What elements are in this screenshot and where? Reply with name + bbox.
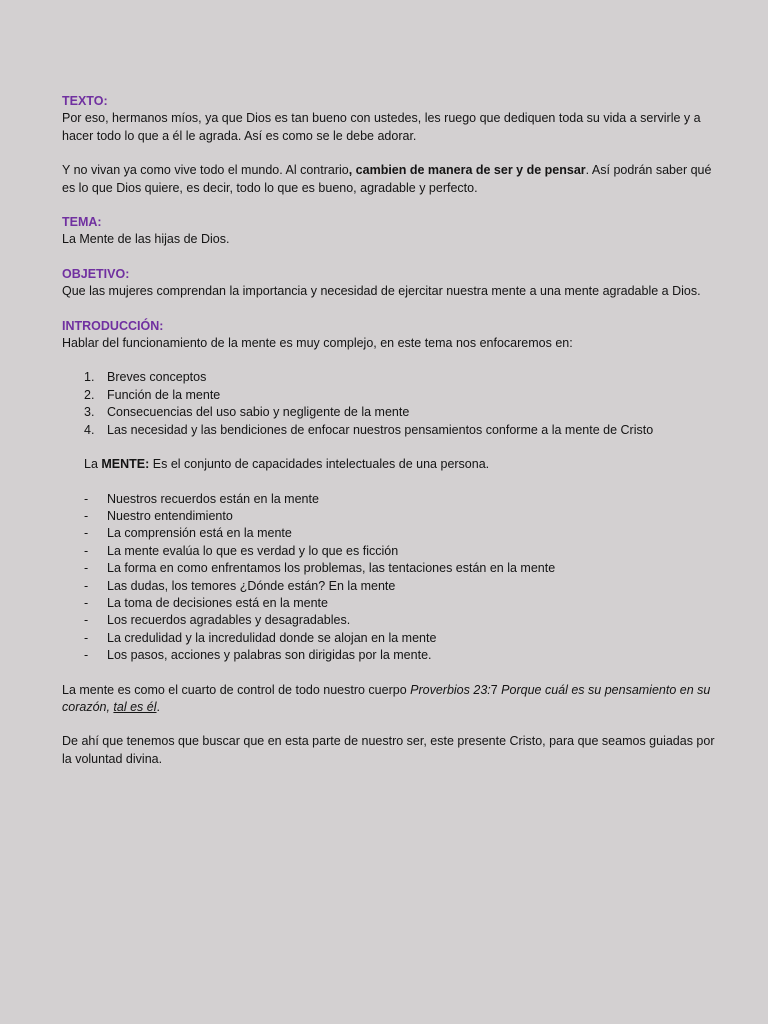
list-item-text: Breves conceptos	[107, 370, 207, 385]
dash-bullet: -	[84, 491, 89, 506]
texto-p2-start: Y no vivan ya como vive todo el mundo. Al contrario	[62, 163, 349, 178]
tema-heading: TEMA:	[62, 215, 102, 230]
list-item	[62, 595, 724, 612]
texto-p2-end: . Así podrán saber qué es lo que Dios quiere, es decir, todo lo que es bueno, agradable y perfecto.	[62, 163, 712, 195]
list-item-text: Nuestros recuerdos están en la mente	[107, 491, 319, 506]
cierre-paragraph-2: De ahí que tenemos que buscar que en esta parte de nuestro ser, este presente Cristo, para que seamos guiadas por la voluntad divina.	[62, 734, 715, 766]
introduccion-list	[62, 369, 724, 439]
list-item	[62, 612, 724, 629]
texto-heading: TEXTO:	[62, 94, 108, 108]
list-item	[62, 560, 724, 577]
list-item	[62, 508, 724, 525]
list-item-text: La mente evalúa lo que es verdad y lo que es ficción	[107, 543, 399, 558]
list-item-text: Las dudas, los temores ¿Dónde están? En la mente	[107, 578, 396, 593]
list-item	[62, 491, 724, 508]
list-item-text: La forma en como enfrentamos los problemas, las tentaciones están en la mente	[107, 561, 556, 576]
dash-bullet: -	[84, 508, 89, 523]
mente-post: Es el conjunto de capacidades intelectuales de una persona.	[149, 457, 490, 472]
list-number: 3.	[84, 405, 95, 420]
list-item-text: La comprensión está en la mente	[107, 526, 292, 541]
mente-pre: La	[84, 457, 102, 472]
cierre-p1-start: La mente es como el cuarto de control de todo nuestro cuerpo	[62, 682, 411, 697]
tema-text: La Mente de las hijas de Dios.	[62, 232, 230, 247]
cierre-p1-end: .	[156, 699, 160, 714]
list-item-text: Nuestro entendimiento	[107, 508, 233, 523]
cierre-p1-ref-num: 7	[490, 682, 498, 697]
objetivo-text: Que las mujeres comprendan la importancia y necesidad de ejercitar nuestra mente a una mente agradable a Dios.	[62, 284, 701, 299]
list-item-text: La credulidad y la incredulidad donde se alojan en la mente	[107, 630, 437, 645]
list-number: 2.	[84, 387, 95, 402]
list-item	[62, 647, 724, 664]
list-item	[62, 543, 724, 560]
introduccion-text: Hablar del funcionamiento de la mente es muy complejo, en este tema nos enfocaremos en:	[62, 336, 573, 351]
introduccion-heading: INTRODUCCIÓN:	[62, 318, 164, 333]
dash-bullet: -	[84, 543, 89, 558]
list-item-text: Las necesidad y las bendiciones de enfocar nuestros pensamientos conforme a la mente de Cristo	[107, 422, 654, 437]
mente-list	[62, 491, 724, 665]
dash-bullet: -	[84, 561, 89, 576]
cierre-p1-ref: Proverbios 23:	[410, 682, 491, 697]
list-item	[62, 525, 724, 542]
dash-bullet: -	[84, 630, 89, 645]
mente-definition	[62, 456, 724, 473]
list-item	[62, 578, 724, 595]
texto-paragraph-2	[62, 162, 724, 197]
cierre-p1-quote: Porque cuál es su pensamiento en su corazón,	[62, 682, 711, 714]
dash-bullet: -	[84, 613, 89, 628]
dash-bullet: -	[84, 595, 89, 610]
list-item-text: Los pasos, acciones y palabras son dirigidas por la mente.	[107, 648, 432, 663]
objetivo-heading: OBJETIVO:	[62, 266, 130, 281]
list-item	[62, 369, 724, 386]
list-item	[62, 630, 724, 647]
list-item-text: Función de la mente	[107, 387, 221, 402]
list-item	[62, 404, 724, 421]
list-item	[62, 422, 724, 439]
mente-bold: MENTE:	[101, 457, 150, 472]
list-item-text: La toma de decisiones está en la mente	[107, 595, 328, 610]
list-number: 4.	[84, 422, 95, 437]
list-item	[62, 387, 724, 404]
cierre-p1-underline: tal es él	[113, 699, 157, 714]
texto-paragraph-1: Por eso, hermanos míos, ya que Dios es tan bueno con ustedes, les ruego que dediquen toda su vida a servirle y a hacer todo lo que a él le agrada. Así es como se le debe adorar.	[62, 111, 701, 143]
list-number: 1.	[84, 370, 95, 385]
cierre-paragraph-1	[62, 682, 724, 717]
dash-bullet: -	[84, 648, 89, 663]
dash-bullet: -	[84, 526, 89, 541]
texto-p2-bold: , cambien de manera de ser y de pensar	[348, 163, 586, 178]
list-item-text: Los recuerdos agradables y desagradables.	[107, 613, 351, 628]
dash-bullet: -	[84, 578, 89, 593]
list-item-text: Consecuencias del uso sabio y negligente de la mente	[107, 405, 410, 420]
